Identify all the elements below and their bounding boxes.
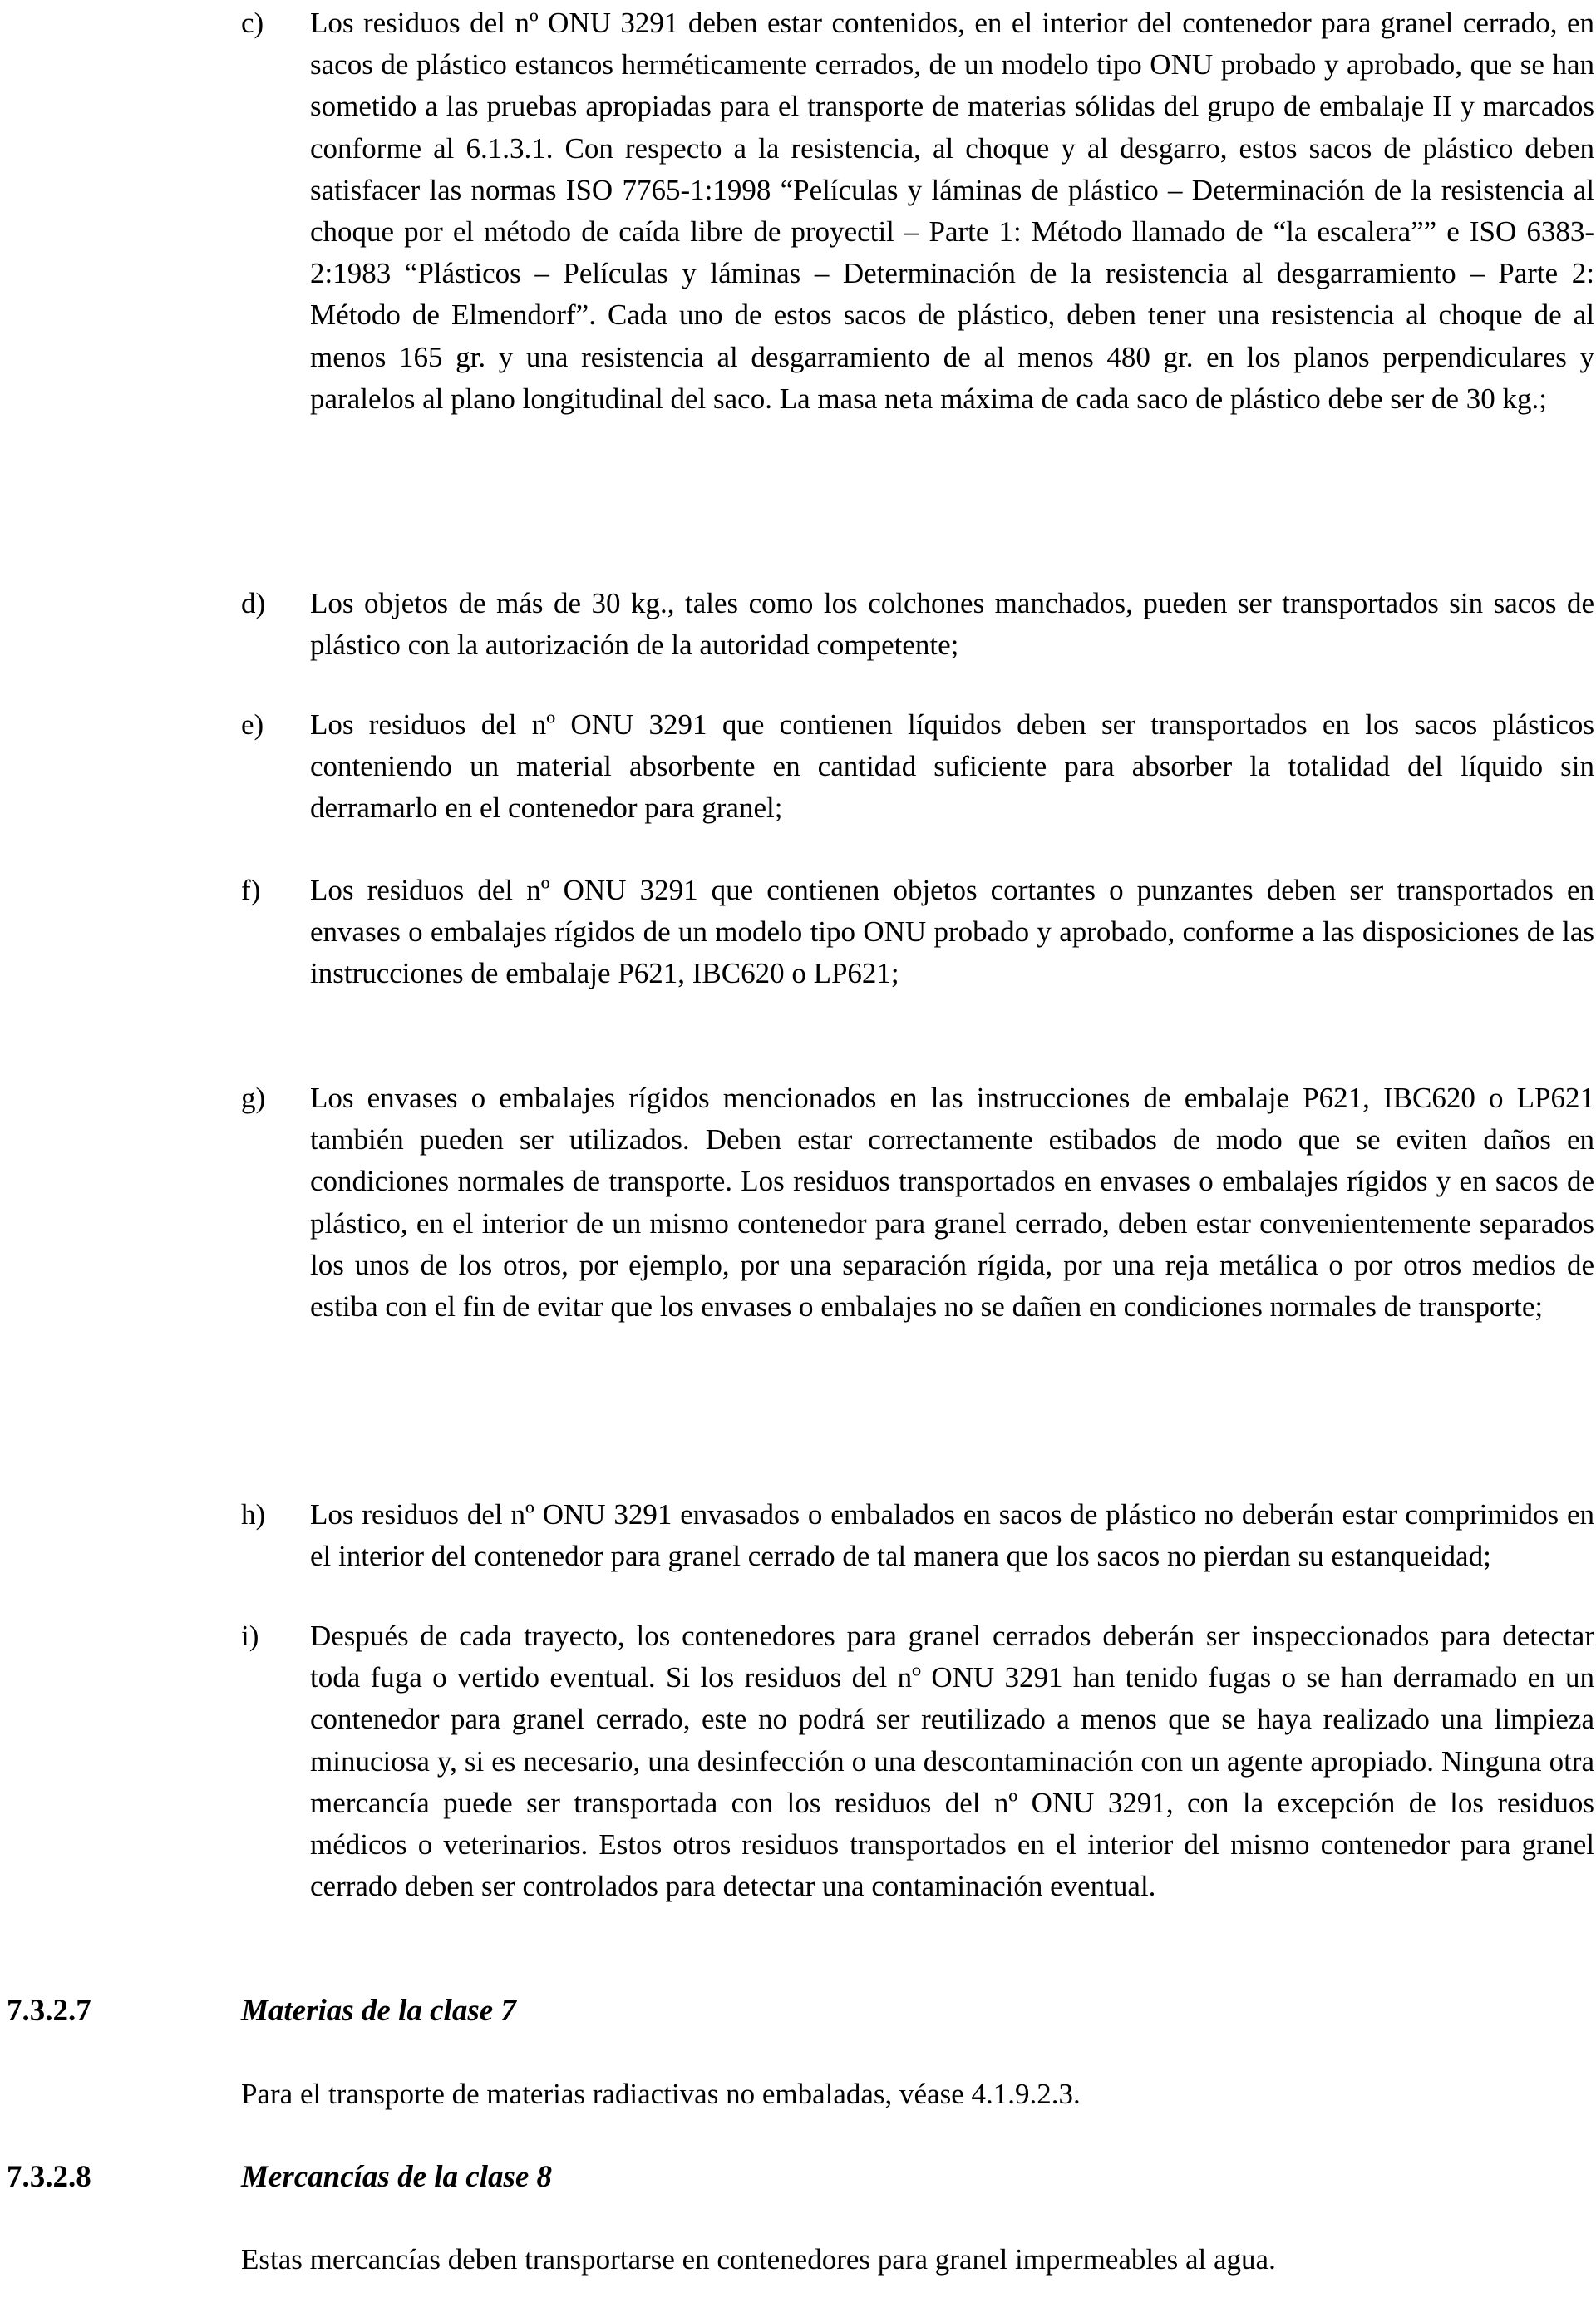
section-title: Mercancías de la clase 8	[241, 2160, 553, 2194]
section-number: 7.3.2.7	[7, 1994, 91, 2028]
list-item-text: Los envases o embalajes rígidos mencionados en las instrucciones de embalaje P621, IBC620 o LP621 también pueden ser utilizados. Deben estar correctamente estibados de modo que se eviten daños en condiciones normales de transporte. Los residuos transportados en envases o embalajes rígidos y en sacos de plástico, en el interior de un mismo contenedor para granel cerrado, deben estar convenientemente separados los unos de los otros, por ejemplo, por una separación rígida, por una reja metálica o por otros medios de estiba con el fin de evitar que los envases o embalajes no se dañen en condiciones normales de transporte;	[310, 1082, 1594, 1324]
list-item-letter: i)	[241, 1620, 259, 1652]
list-item-letter: c)	[241, 7, 264, 39]
list-item-text: Los residuos del nº ONU 3291 que contienen líquidos deben ser transportados en los sacos plásticos conteniendo un material absorbente en cantidad suficiente para absorber la totalidad del líquido sin derramarlo en el contenedor para granel;	[310, 708, 1594, 825]
list-item-text: Los objetos de más de 30 kg., tales como los colchones manchados, pueden ser transportados sin sacos de plástico con la autorización de la autoridad competente;	[310, 587, 1594, 662]
section-title: Materias de la clase 7	[241, 1994, 516, 2028]
list-item-text: Los residuos del nº ONU 3291 deben estar contenidos, en el interior del contenedor para granel cerrado, en sacos de plástico estancos herméticamente cerrados, de un modelo tipo ONU probado y aprobado, que se han sometido a las pruebas apropiadas para el transporte de materias sólidas del grupo de embalaje II y marcados conforme al 6.1.3.1. Con respecto a la resistencia, al choque y al desgarro, estos sacos de plástico deben satisfacer las normas ISO 7765-1:1998 “Películas y láminas de plástico – Determinación de la resistencia al choque por el método de caída libre de proyectil – Parte 1: Método llamado de “la escalera”” e ISO 6383-2:1983 “Plásticos – Películas y láminas – Determinación de la resistencia al desgarramiento – Parte 2: Método de Elmendorf”. Cada uno de estos sacos de plástico, deben tener una resistencia al choque de al menos 165 gr. y una resistencia al desgarramiento de al menos 480 gr. en los planos perpendiculares y paralelos al plano longitudinal del saco. La masa neta máxima de cada saco de plástico debe ser de 30 kg.;	[310, 7, 1594, 415]
section-number: 7.3.2.8	[7, 2160, 91, 2194]
list-item-letter: e)	[241, 708, 264, 741]
list-item-letter: h)	[241, 1498, 266, 1531]
list-item-letter: d)	[241, 587, 266, 619]
list-item-letter: g)	[241, 1082, 266, 1114]
section-body: Estas mercancías deben transportarse en contenedores para granel impermeables al agua.	[241, 2243, 1276, 2276]
list-item-text: Los residuos del nº ONU 3291 que contienen objetos cortantes o punzantes deben ser transportados en envases o embalajes rígidos de un modelo tipo ONU probado y aprobado, conforme a las disposiciones de las instrucciones de embalaje P621, IBC620 o LP621;	[310, 874, 1594, 990]
list-item-text: Los residuos del nº ONU 3291 envasados o embalados en sacos de plástico no deberán estar comprimidos en el interior del contenedor para granel cerrado de tal manera que los sacos no pierdan su estanqueidad;	[310, 1498, 1594, 1573]
section-body: Para el transporte de materias radiactivas no embaladas, véase 4.1.9.2.3.	[241, 2078, 1081, 2110]
list-item-text: Después de cada trayecto, los contenedores para granel cerrados deberán ser inspeccionados para detectar toda fuga o vertido eventual. Si los residuos del nº ONU 3291 han tenido fugas o se han derramado en un contenedor para granel cerrado, este no podrá ser reutilizado a menos que se haya realizado una limpieza minuciosa y, si es necesario, una desinfección o una descontaminación con un agente apropiado. Ninguna otra mercancía puede ser transportada con los residuos del nº ONU 3291, con la excepción de los residuos médicos o veterinarios. Estos otros residuos transportados en el interior del mismo contenedor para granel cerrado deben ser controlados para detectar una contaminación eventual.	[310, 1620, 1594, 1903]
list-item-letter: f)	[241, 874, 261, 906]
